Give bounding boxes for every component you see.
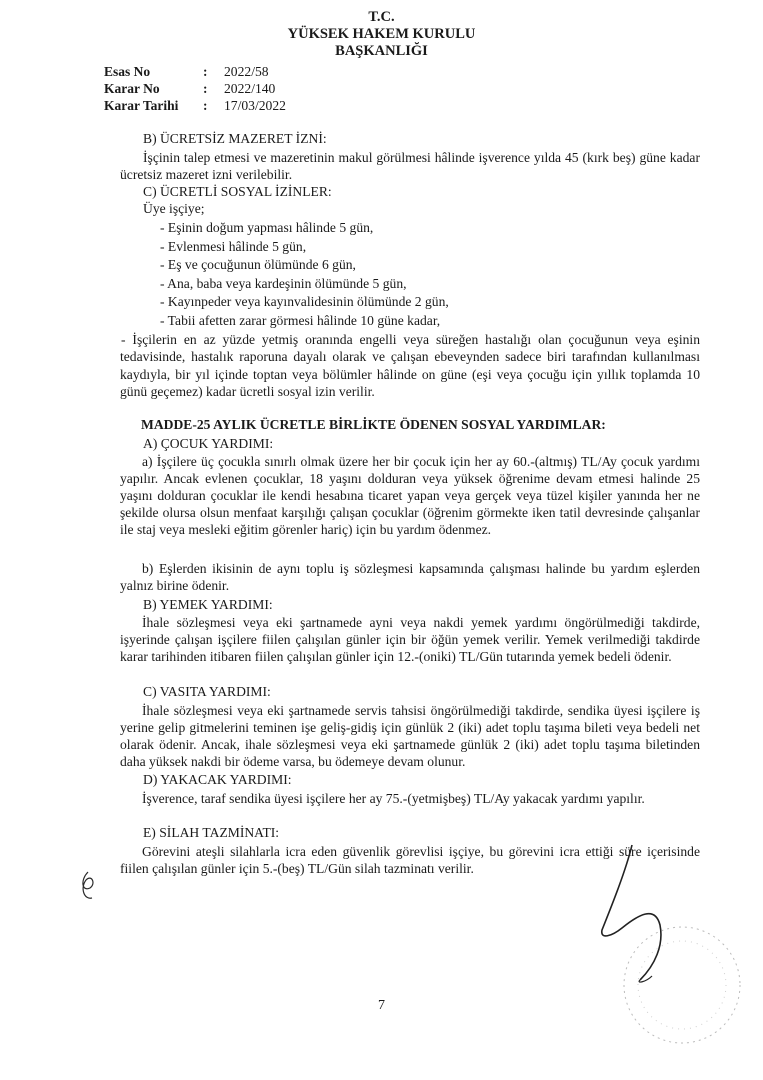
paragraph-silah: Görevini ateşli silahlarla icra eden güvenlik görevlisi işçiye, bu görevini icra ettiği süre içerisinde fiilen çalışılan günler için 5.-(beş) TL/Gün silah tazminatı verilir.: [120, 844, 700, 877]
list-item: - Tabii afetten zarar görmesi hâlinde 10 güne kadar,: [160, 313, 441, 328]
stamp-seal: [624, 927, 740, 1043]
tarih-label: Karar Tarihi: [104, 98, 179, 113]
header-line-tc: T.C.: [368, 9, 395, 25]
list-item: - Evlenmesi hâlinde 5 gün,: [160, 239, 307, 254]
meta-separator: :: [203, 81, 208, 96]
meta-separator: :: [203, 98, 208, 113]
section-title-sosyal-izin: C) ÜCRETLİ SOSYAL İZİNLER:: [143, 184, 332, 199]
paragraph-yakacak: İşverence, taraf sendika üyesi işçilere her ay 75.-(yetmişbeş) TL/Ay yakacak yardımı yapılır.: [142, 791, 645, 806]
section-title-silah: E) SİLAH TAZMİNATI:: [143, 825, 280, 840]
paragraph-yemek: İhale sözleşmesi veya eki şartnamede ayni veya nakdi yemek yardımı öngörülmediği takdirde, işyerinde çalışan işçilere fiilen çalışılan günler için bir öğün yemek verilir. Yemek verilmediği takdirde karar tarihinden itibaren fiilen çalışılan günler için 12.-(oniki) TL/Gün tutarında yemek bedeli ödenir.: [120, 615, 700, 665]
header-line-kurul: YÜKSEK HAKEM KURULU: [287, 26, 476, 42]
initials-mark: [83, 872, 93, 898]
esas-value: 2022/58: [224, 64, 269, 79]
section-title-cocuk: A) ÇOCUK YARDIMI:: [143, 436, 274, 451]
section-title-mazeret: B) ÜCRETSİZ MAZERET İZNİ:: [143, 131, 327, 146]
esas-label: Esas No: [104, 64, 151, 79]
paragraph-vasita: İhale sözleşmesi veya eki şartnamede servis tahsisi öngörülmediği takdirde, sendika üyesi işçilere iş yerine gelip gitmelerini teminen işe geliş-gidiş için günlük 2 (iki) adet toplu taşıma bileti veya bedeli net olarak ödenir. Ancak, ihale sözleşmesi veya eki şartnamede günlük 2 (iki) adet toplu taşıma biletinden daha yüksek nakdi bir ödeme varsa, bu ödemeye devam olunur.: [120, 703, 700, 770]
signature-stroke: [602, 845, 661, 980]
list-item: - Kayınpeder veya kayınvalidesinin ölümünde 2 gün,: [160, 294, 449, 309]
sosyal-izin-intro: Üye işçiye;: [143, 201, 205, 216]
karar-label: Karar No: [104, 81, 160, 96]
karar-value: 2022/140: [224, 81, 276, 96]
section-title-vasita: C) VASITA YARDIMI:: [143, 684, 271, 699]
header-line-baskanlik: BAŞKANLIĞI: [335, 43, 428, 59]
list-item: - Ana, baba veya kardeşinin ölümünde 5 gün,: [160, 276, 407, 291]
article-title: MADDE-25 AYLIK ÜCRETLE BİRLİKTE ÖDENEN SOSYAL YARDIMLAR:: [141, 417, 606, 432]
paragraph-mazeret: İşçinin talep etmesi ve mazeretinin makul görülmesi hâlinde işverence yılda 45 (kırk beş) güne kadar ücretsiz mazeret izni verilebilir.: [120, 150, 700, 183]
paragraph-cocuk-a: a) İşçilere üç çocukla sınırlı olmak üzere her bir çocuk için her ay 60.-(altmış) TL/Ay çocuk yardımı yapılır. Ancak evlenen çocuklar, 18 yaşını dolduran veya yüksek öğrenime devam etmesi halinde 25 yaşını dolduran çocuklar ile kendi hesabına ticaret yapan veya gerçek veya tüzel kişiler yanında her ne şekilde olursa olsun menfaat karşılığı çalışan çocuklar (öğrenim görmekte iken tatil devresinde çalışanlar ile staj veya mesleki eğitim görenler hariç) için bu yardım ödenmez.: [120, 454, 700, 538]
stamp-seal: [638, 941, 726, 1029]
list-item: - Eşinin doğum yapması hâlinde 5 gün,: [160, 220, 374, 235]
list-item: - Eş ve çocuğunun ölümünde 6 gün,: [160, 257, 356, 272]
section-title-yakacak: D) YAKACAK YARDIMI:: [143, 772, 292, 787]
paragraph-engelli-izin: - İşçilerin en az yüzde yetmiş oranında engelli veya süreğen hastalığı olan çocuğunun veya eşinin tedavisinde, hastalık raporuna dayalı olarak ve çalışan ebeveynden sadece biri tarafından kullanılması kaydıyla, bir yıl içinde toptan veya bölümler hâlinde on güne (eşi veya çocuğu için yıllık toplamda 10 günü geçemez) kadar ücretli sosyal izin verilir.: [120, 332, 700, 400]
tarih-value: 17/03/2022: [224, 98, 286, 113]
section-title-yemek: B) YEMEK YARDIMI:: [143, 597, 273, 612]
paragraph-cocuk-b: b) Eşlerden ikisinin de aynı toplu iş sözleşmesi kapsamında çalışması halinde bu yardım eşlerden yalnız birine ödenir.: [120, 561, 700, 594]
page-number: 7: [378, 998, 385, 1013]
meta-separator: :: [203, 64, 208, 79]
